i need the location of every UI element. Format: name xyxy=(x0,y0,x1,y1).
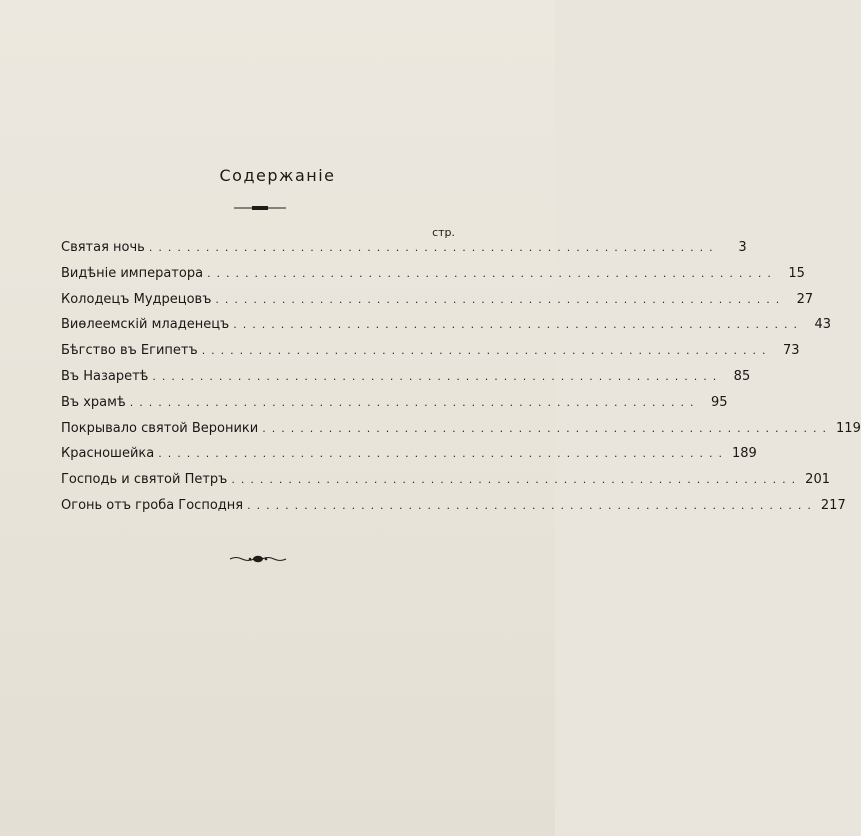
toc-dot-leader: ............................................................ xyxy=(233,318,804,332)
toc-entry-title: Бѣгство въ Египетъ xyxy=(61,343,198,359)
toc-entry-title: Въ Назаретѣ xyxy=(61,368,149,384)
toc-dot-leader: ............................................................ xyxy=(247,498,817,512)
toc-dot-leader: ............................................................ xyxy=(231,473,802,487)
toc-entry-title: Видѣнiе императора xyxy=(61,265,204,281)
toc-entry-title: Господь и святой Петръ xyxy=(61,472,228,488)
toc-entry-title: Святая ночь xyxy=(61,240,145,255)
toc-entry-title: Огонь отъ гроба Господня xyxy=(61,497,244,513)
toc-entry xyxy=(61,317,832,343)
toc-entry xyxy=(61,420,861,447)
ornament-divider-icon xyxy=(232,203,288,213)
toc-entry xyxy=(61,446,757,472)
toc-entry-page: 217 xyxy=(820,497,846,513)
toc-entry-title: Колодецъ Мудрецовъ xyxy=(61,291,212,307)
page-column-header: стр. xyxy=(432,226,455,239)
ornament-flourish-icon xyxy=(228,553,288,565)
toc-entry xyxy=(61,368,751,395)
toc-entry xyxy=(61,240,747,266)
toc-entry xyxy=(61,343,800,369)
toc-entry-page: 119 xyxy=(836,420,861,436)
page-title: Содержанiе xyxy=(219,166,336,185)
toc-entry-page: 27 xyxy=(796,291,814,307)
toc-dot-leader: ............................................................ xyxy=(152,369,723,383)
toc-entry-title: Покрывало святой Вероники xyxy=(61,420,259,436)
toc-entry xyxy=(61,291,814,318)
toc-entry-page: 85 xyxy=(733,368,751,384)
toc-dot-leader: ............................................................ xyxy=(262,421,833,435)
toc-entry-page: 43 xyxy=(814,317,832,333)
toc-entry-title: Въ храмѣ xyxy=(61,394,126,410)
toc-entry-page: 95 xyxy=(710,394,728,410)
toc-entry-page: 201 xyxy=(805,472,830,488)
toc-entry-title: Красношейка xyxy=(61,446,155,462)
toc-dot-leader: ............................................................ xyxy=(215,292,786,306)
toc-entry xyxy=(61,472,830,498)
toc-entry-title: Виѳлеемскiй младенецъ xyxy=(61,317,230,333)
toc-entry-page: 15 xyxy=(788,265,805,281)
toc-entry xyxy=(61,497,846,524)
toc-entry-page: 3 xyxy=(738,240,747,255)
toc-dot-leader: ............................................................ xyxy=(207,266,777,280)
toc-entry xyxy=(61,394,728,421)
toc-entry xyxy=(61,265,805,292)
toc-dot-leader: ............................................................ xyxy=(148,241,719,254)
toc-entry-page: 189 xyxy=(732,446,757,462)
table-of-contents xyxy=(61,240,861,524)
toc-dot-leader: ............................................................ xyxy=(158,447,729,461)
toc-dot-leader: ............................................................ xyxy=(201,344,772,358)
toc-dot-leader: ............................................................ xyxy=(129,395,700,409)
toc-entry-page: 73 xyxy=(782,343,800,359)
